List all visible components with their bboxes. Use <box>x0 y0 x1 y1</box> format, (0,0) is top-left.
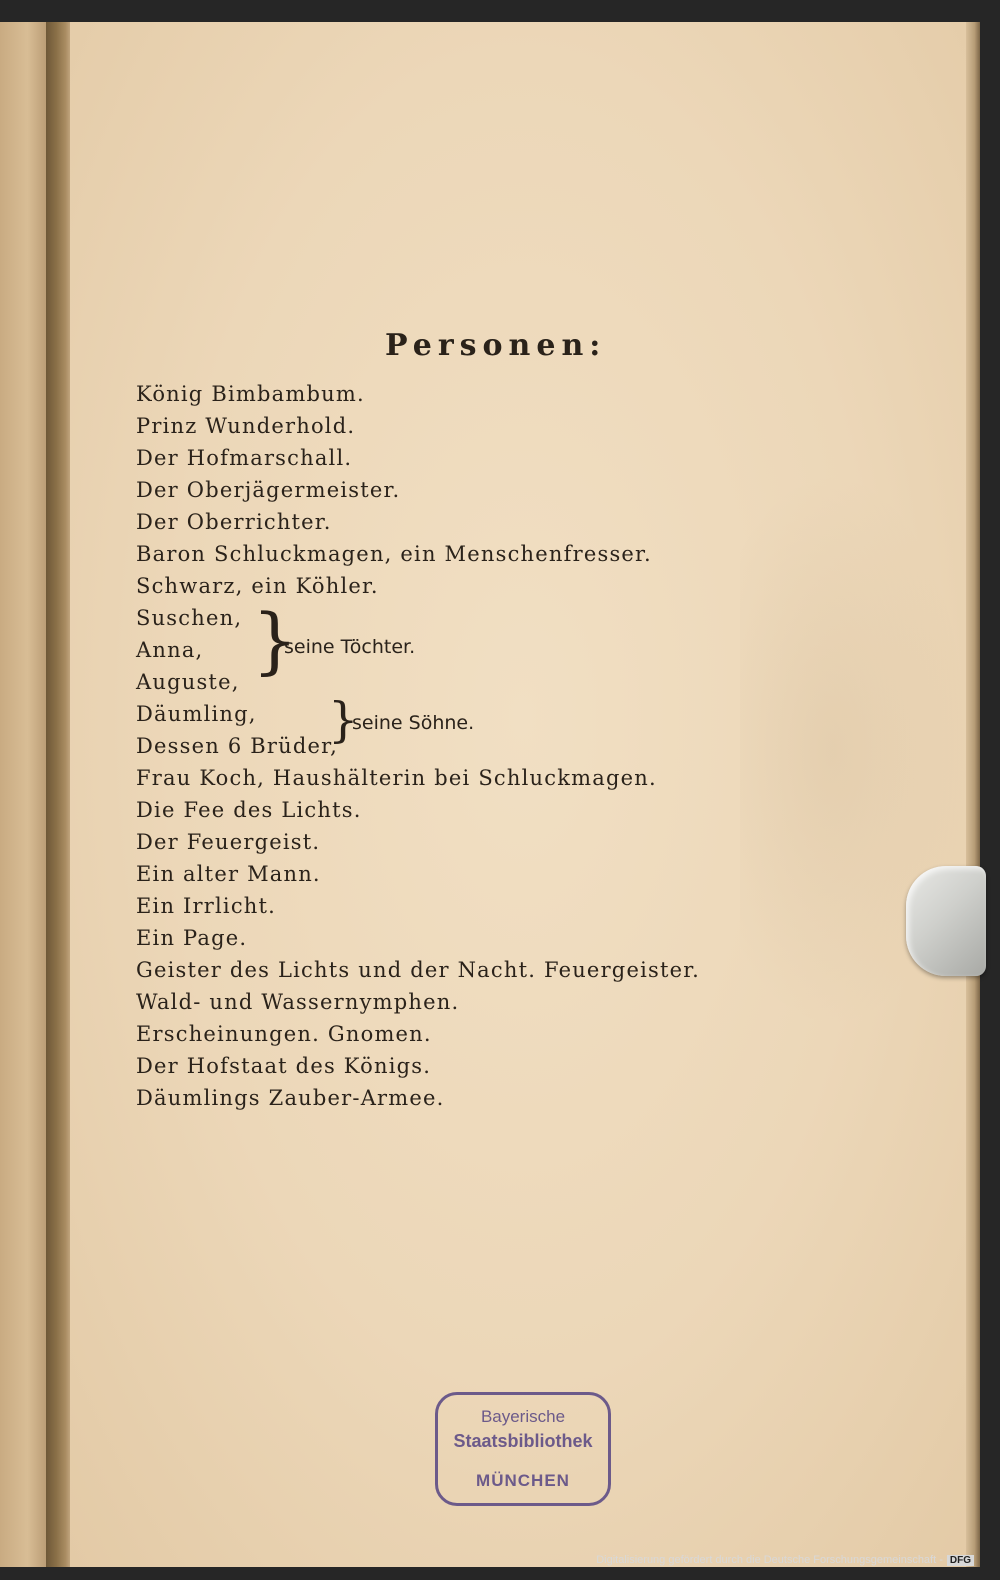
list-item: König Bimbambum. <box>136 382 365 406</box>
list-item: Der Oberrichter. <box>136 510 332 534</box>
list-item: Ein Page. <box>136 926 248 950</box>
library-stamp <box>435 1392 611 1506</box>
stamp-line-3: MÜNCHEN <box>476 1471 570 1490</box>
sons-label: seine Söhne. <box>352 712 475 734</box>
list-item: Wald- und Wassernymphen. <box>136 990 460 1014</box>
list-item: Baron Schluckmagen, ein Menschenfresser. <box>136 542 652 566</box>
list-item: Suschen, <box>136 606 243 630</box>
list-item: Erscheinungen. Gnomen. <box>136 1022 432 1046</box>
brace-sons: } <box>328 692 359 748</box>
list-item: Geister des Lichts und der Nacht. Feuergeister. <box>136 958 701 982</box>
stamp-line-1: Bayerische <box>480 1407 566 1426</box>
list-item: Frau Koch, Haushälterin bei Schluckmagen. <box>136 766 657 790</box>
list-item: Däumlings Zauber-Armee. <box>136 1086 445 1110</box>
list-item: Der Oberjägermeister. <box>136 478 401 502</box>
list-item: Dessen 6 Brüder, <box>136 734 338 758</box>
list-item: Die Fee des Lichts. <box>136 798 362 822</box>
list-item: Prinz Wunderhold. <box>136 414 356 438</box>
list-item: Däumling, <box>136 702 257 726</box>
list-item: Anna, <box>136 638 204 662</box>
list-item: Der Hofstaat des Königs. <box>136 1054 432 1078</box>
facing-page-edge <box>0 22 50 1567</box>
page-right-edge <box>966 22 980 1567</box>
list-item: Ein Irrlicht. <box>136 894 277 918</box>
page-heading: Personen: <box>385 328 607 363</box>
stamp-line-2: Staatsbibliothek <box>453 1431 593 1451</box>
page-clip <box>906 866 986 976</box>
brace-daughters: } <box>252 598 298 682</box>
dfg-logo: DFG <box>947 1555 974 1566</box>
book-gutter <box>46 22 72 1567</box>
daughters-label: seine Töchter. <box>284 636 416 658</box>
list-item: Der Feuergeist. <box>136 830 321 854</box>
list-item: Der Hofmarschall. <box>136 446 353 470</box>
list-item: Auguste, <box>136 670 240 694</box>
list-item: Ein alter Mann. <box>136 862 321 886</box>
footer-text: Digitalisierung gefördert durch die Deutsche Forschungsgemeinschaft - <box>596 1554 943 1566</box>
footer-credit <box>596 1554 974 1566</box>
list-item: Schwarz, ein Köhler. <box>136 574 379 598</box>
